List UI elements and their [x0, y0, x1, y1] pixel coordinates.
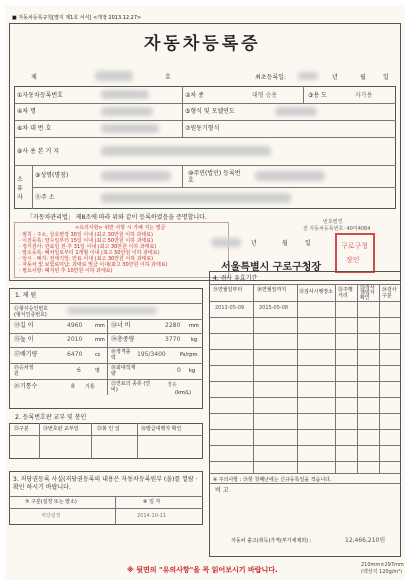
first-reg-month-unit: 월 — [360, 74, 366, 81]
plate-heading: 2. 등록번호판 교부 및 봉인 — [15, 414, 87, 421]
format-label: ⑤형식 및 모델연도 — [185, 108, 235, 115]
inspection-from-value: 2013-05-09 — [215, 305, 245, 311]
issue-day-unit: 일 — [305, 240, 311, 247]
gross-weight-label: ⑯총중량 — [111, 336, 135, 343]
redacted-number — [95, 71, 133, 81]
mortgage-date-label: ⑧ 일 자 — [143, 499, 161, 505]
warning-line: · 말소등록: 폐차일로부터 1개월 이내 (최고 50만원 이하 과태료) — [19, 250, 160, 256]
rated-output-value: 195/3400 — [137, 351, 166, 358]
inspection-col-to: ㉚연월일까지 — [257, 287, 287, 293]
resident-label: ⑩주민(법인) 등록번호 — [188, 170, 241, 185]
inspection-to-value: 2015-05-08 — [259, 305, 289, 311]
max-load-label: ⑳최대적재량 — [111, 365, 136, 377]
inspection-col-place: ㉛검사시행장소 — [299, 289, 333, 295]
warning-box — [14, 222, 229, 278]
gross-weight-unit: kg — [191, 337, 198, 343]
name-label: ⑨성명(명칭) — [35, 172, 69, 179]
model-label: ④차 명 — [17, 108, 36, 115]
rated-output-unit: Ps/rpm — [180, 352, 198, 358]
height-label: ⑮높 이 — [14, 336, 34, 343]
price-label: 자동차 출고(취득)가격(부가세제외) : — [231, 538, 312, 544]
inspection-note: ※ 주의사항 : ㉙항 첫째난에는 신규등록일을 적습니다. — [213, 477, 332, 483]
max-load-value: 0 — [177, 367, 181, 374]
cylinders-value: 8 — [71, 383, 75, 390]
warning-line: · 정기검사: 만료일 전·후 31일 이내 (최고 30만원 이하 과태료) — [19, 244, 157, 250]
certification-statement: 「자동차관리법」 제8조에 따라 위와 같이 등록하였음을 증명합니다. — [27, 214, 207, 221]
first-reg-year-unit: 년 — [332, 74, 338, 81]
width-unit: mm — [189, 323, 199, 329]
mortgage-type-value: 저당설정 — [41, 513, 61, 519]
warning-line: · 자동차 및 보험료미납: 과태료 벌금 이내(최고 30만원 이하 과태료) — [19, 262, 168, 268]
width-label: ⑭너 비 — [111, 322, 131, 329]
number-prefix: 제 — [31, 74, 37, 81]
redacted-format — [275, 107, 317, 116]
max-load-unit: kg — [189, 368, 196, 374]
inspection-col-mileage: ㉜주행거리 — [338, 287, 353, 299]
warning-title: <유의사항> 위반 사항 시 가해 지는 벌금 — [75, 225, 166, 231]
number-suffix: 호 — [165, 74, 171, 81]
cylinders-unit: 기통 — [85, 384, 95, 390]
redacted-location — [101, 146, 271, 156]
issue-year-unit: 년 — [251, 240, 257, 247]
plate-col-type: ㉓구분 — [14, 426, 29, 432]
plate-col-issue-date: ㉔번호판 교부일 — [43, 426, 79, 432]
location-label: ⑧사 용 본 거 지 — [17, 148, 59, 155]
reg-no-label: ①자동차등록번호 — [17, 92, 63, 99]
owner-label: 소 유 자 — [17, 176, 23, 201]
footer-notice: ※ 뒷면의 "유의사항"을 꼭 읽어보시기 바랍니다. — [127, 566, 278, 574]
address-label: ⑪주 소 — [35, 194, 55, 201]
inspection-col-inspector: ㉝검사책임자확인 — [360, 285, 375, 301]
mortgage-type-label: ⑦ 구분(설정 또는 말소) — [25, 499, 77, 505]
use-label: ③용 도 — [308, 92, 327, 99]
width-value: 2280 — [165, 322, 181, 329]
vehicle-type-value: 대형 승용 — [252, 92, 278, 99]
redacted-name — [101, 171, 171, 181]
engine-label: ⑦원동기형식 — [185, 125, 220, 132]
displacement-label: ⑰배기량 — [14, 351, 38, 358]
document-sheet — [5, 5, 405, 580]
number-change-label: 번호변경 — [323, 219, 343, 225]
issue-month-unit: 월 — [282, 240, 288, 247]
redacted-resident-no — [255, 171, 325, 181]
warning-line: · 범칙 : 주소, 상호변경 30일 이내 (최고 30만원 이하 과태료) — [19, 232, 153, 238]
plate-col-agent: ㉖발급대행자 확인 — [141, 426, 182, 432]
inspection-table — [209, 271, 401, 557]
plate-col-seal-date: ㉕봉 인 일 — [97, 426, 120, 432]
cylinders-label: ㉑기통수 — [14, 383, 38, 390]
redacted-issue-year — [211, 238, 241, 247]
warning-line: · 필요사항: 폐지된 후 10만원 이하 과태료) — [19, 268, 113, 274]
paper-weight: (백상지 120g/m²) — [361, 569, 403, 575]
first-reg-day-unit: 일 — [383, 74, 389, 81]
seal-text-top: 구로구청 — [341, 242, 369, 250]
rated-output-label: ⑱정격출력 — [111, 349, 131, 361]
height-unit: mm — [95, 337, 105, 343]
seating-unit: 명 — [95, 368, 100, 374]
redacted-reg-no — [101, 90, 149, 99]
fuel-value: 경유 — [167, 382, 177, 388]
first-reg-label: 최초등록일: — [255, 74, 287, 81]
vin-label: ⑥차 대 번 호 — [17, 125, 52, 132]
redacted-model — [101, 107, 153, 116]
approval-label: ⑫형식승인번호 (형식인증번호) — [14, 306, 48, 318]
price-value: 12,466,210원 — [345, 537, 386, 544]
fuel-efficiency-unit: (km/L) — [175, 390, 192, 396]
warning-line: · 임시 · 해지: 전세기일: 만료 이내 (최고 30만원 이하 과태료) — [19, 256, 154, 262]
redacted-vin — [101, 124, 159, 133]
use-value: 자가용 — [355, 92, 373, 99]
length-label: ⑬길 이 — [14, 322, 34, 329]
length-value: 4960 — [67, 322, 83, 329]
displacement-value: 6470 — [67, 351, 83, 358]
vehicle-type-label: ②차 종 — [185, 92, 204, 99]
length-unit: mm — [95, 323, 105, 329]
redacted-address — [101, 193, 291, 203]
warning-line: · 이전등록: 양수일부터 15일 이내 (최고 50만원 이하 과태료) — [19, 238, 154, 244]
inspection-heading: 4. 검사 유효기간 — [213, 275, 258, 282]
inspection-col-from: ㉙연월일부터 — [213, 287, 243, 293]
issuer-name: 서울특별시 구로구청장 — [221, 262, 322, 273]
seal-text-bottom: 장인 — [346, 256, 360, 264]
form-reference: ■ 자동차등록규칙[별지 제1호 서식] <개정 2013.12.27> — [12, 15, 142, 21]
height-value: 2010 — [67, 336, 83, 343]
displacement-unit: cc — [95, 352, 101, 358]
official-seal — [335, 233, 375, 273]
paper-size: 210mm×297mm — [361, 562, 404, 568]
seating-value: 6 — [77, 367, 81, 374]
number-change-value: 전 자동차등록번호: 40마4084 — [303, 226, 371, 232]
document-title: 자동차등록증 — [144, 34, 261, 54]
fuel-label: ㉒연료의 종류 (연비) — [111, 381, 151, 393]
redacted-first-reg-year — [298, 72, 318, 80]
redacted-approval-no — [67, 307, 157, 314]
inspection-col-type: ㉞검사구분 — [382, 287, 397, 299]
specs-heading: 1. 제 원 — [15, 292, 37, 299]
gross-weight-value: 3770 — [165, 336, 181, 343]
mortgage-date-value: 2014-10-11 — [137, 513, 167, 519]
mortgage-heading: 3. 저당권등록 사실(저당권등록의 내용은 자동차등록원부 (을)를 열람 · 확인 하시기 바랍니다. — [13, 476, 198, 492]
remarks-label: 비 고 — [215, 487, 229, 494]
seating-label: ⑲승차정원 — [14, 365, 34, 377]
